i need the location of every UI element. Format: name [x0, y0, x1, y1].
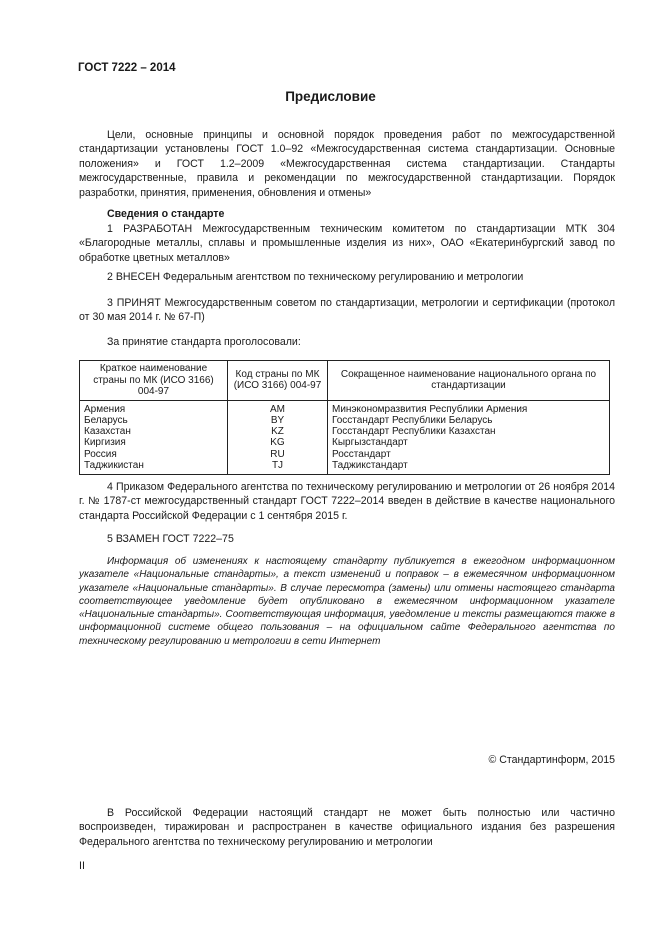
code-column [228, 400, 328, 475]
info-heading: Сведения о стандарте [107, 208, 225, 220]
voting-table [79, 360, 610, 475]
country-name: Армения [84, 403, 126, 415]
page-title: Предисловие [285, 89, 376, 104]
column-header-code: Код страны по МК (ИСО 3166) 004-97 [228, 361, 328, 401]
column-header-body: Сокращенное наименование национального органа по стандартизации [328, 361, 610, 401]
table-row [80, 400, 610, 475]
body-column [328, 400, 610, 475]
country-code: BY [270, 414, 285, 426]
national-body: Госстандарт Республики Казахстан [332, 426, 496, 438]
country-name: Таджикистан [84, 459, 144, 471]
copyright-line: © Стандартинформ, 2015 [488, 754, 615, 766]
country-name: Казахстан [84, 426, 131, 438]
national-body: Минэкономразвития Республики Армения [332, 403, 528, 415]
national-body: Госстандарт Республики Беларусь [332, 414, 493, 426]
table-header-row [80, 361, 610, 401]
country-code: KG [270, 437, 285, 449]
national-body: Таджикстандарт [332, 459, 408, 471]
vote-intro: За принятие стандарта проголосовали: [107, 336, 301, 348]
country-name: Киргизия [84, 437, 126, 449]
country-name: Россия [84, 448, 117, 460]
country-code: AM [270, 403, 285, 415]
item-3-adopted: 3 ПРИНЯТ Межгосударственным советом по стандартизации, метрологии и сертификации (протокол от 30 мая 2014 г. № 67-П) [79, 297, 615, 324]
country-column [80, 400, 228, 475]
change-notice: Информация об изменениях к настоящему стандарту публикуется в ежегодном информационном указателе «Национальные стандарты», а текст изменений и поправок – в ежемесячном информационном указателе «Национальные стандарты». В случае пересмотра (замены) или отмены настоящего стандарта соответствующее уведомление будет опубликовано в ежемесячном информационном указателе «Национальные стандарты». Соответствующая информация, уведомление и тексты размещаются также в информационной системе общего пользования – на официальном сайте Федерального агентства по техническому регулированию и метрологии в сети Интернет [79, 556, 615, 647]
country-code: TJ [271, 459, 284, 471]
reproduction-notice: В Российской Федерации настоящий стандарт не может быть полностью или частично воспроизведен, тиражирован и распространен в качестве официального издания без разрешения Федерального агентства по техническому регулированию и метрологии [79, 807, 615, 848]
country-name: Беларусь [84, 414, 128, 426]
national-body: Росстандарт [332, 448, 391, 460]
item-1-developed: 1 РАЗРАБОТАН Межгосударственным техническим комитетом по стандартизации МТК 304 «Благородные металлы, сплавы и промышленные изделия из них», ОАО «Екатеринбургский завод по обработке цветных металлов» [79, 223, 615, 264]
national-body: Кыргызстандарт [332, 437, 408, 449]
item-2-introduced: 2 ВНЕСЕН Федеральным агентством по техническому регулированию и метрологии [107, 271, 524, 283]
document-code-header: ГОСТ 7222 – 2014 [78, 62, 176, 74]
country-code: RU [270, 448, 285, 460]
country-code: KZ [271, 426, 284, 438]
column-header-country: Краткое наименование страны по МК (ИСО 3166) 004-97 [80, 361, 228, 401]
item-5-replaces: 5 ВЗАМЕН ГОСТ 7222–75 [107, 533, 234, 545]
intro-paragraph: Цели, основные принципы и основной порядок проведения работ по межгосударственной стандартизации установлены ГОСТ 1.0–92 «Межгосударственная система стандартизации. Основные положения» и ГОСТ 1.2–2009 «Межгосударственная система стандартизации. Стандарты межгосударственные, правила и рекомендации по межгосударственной стандартизации. Порядок разработки, принятия, применения, обновления и отмены» [79, 129, 615, 199]
page-number: II [79, 860, 85, 872]
item-4-order: 4 Приказом Федерального агентства по техническому регулированию и метрологии от 26 ноября 2014 г. № 1787-ст межгосударственный стандарт ГОСТ 7222–2014 введен в действие в качестве национального стандарта Российской Федерации с 1 сентября 2015 г. [79, 481, 615, 522]
